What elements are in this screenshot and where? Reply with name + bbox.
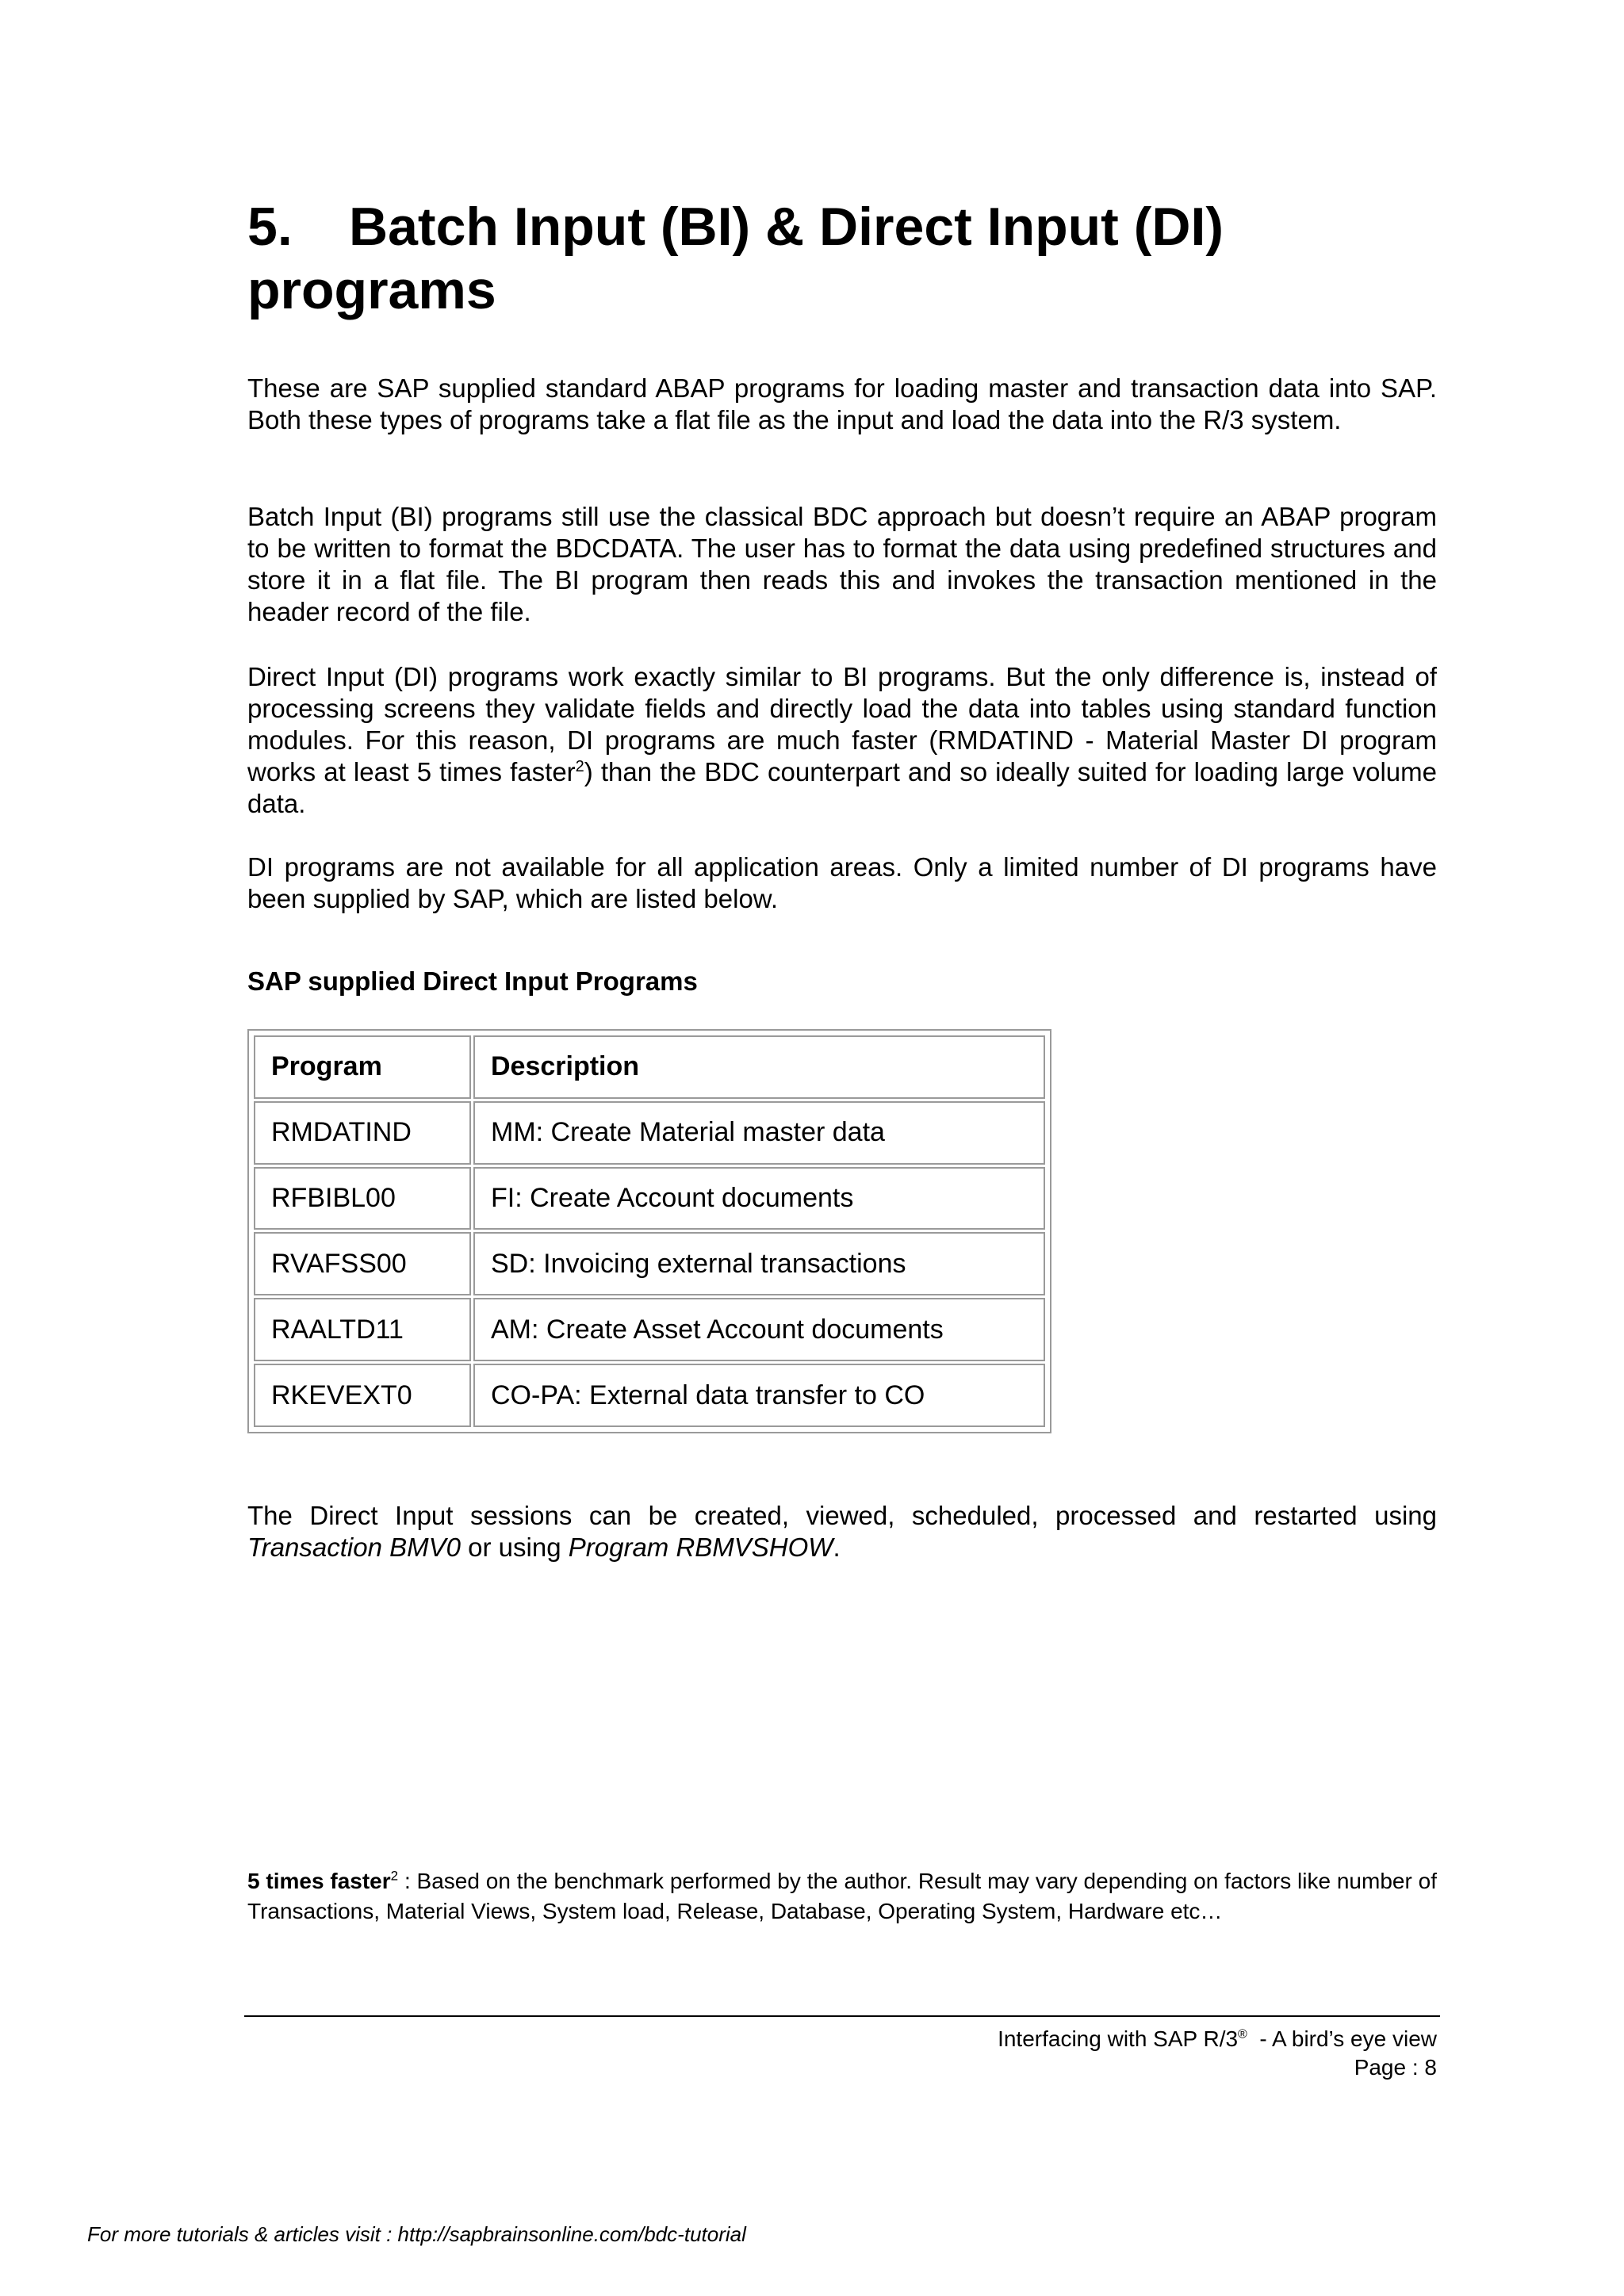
program-cell: RAALTD11 — [254, 1298, 471, 1361]
program-cell: RVAFSS00 — [254, 1232, 471, 1295]
sessions-text-1: The Direct Input sessions can be created, viewed, scheduled, processed and restarted using — [247, 1501, 1437, 1530]
batch-input-paragraph: Batch Input (BI) programs still use the classical BDC approach but doesn’t require an ABAP program to be written to format the BDCDATA. The user has to format the data using predefined structures and store it in a flat file. The BI program then reads this and invokes the transaction mentioned in the header record of the file. — [247, 502, 1437, 626]
footnote-label: 5 times faster — [247, 1869, 391, 1893]
table-title: SAP supplied Direct Input Programs — [247, 966, 698, 996]
direct-input-text-start: Direct Input (DI) programs work exactly similar to BI programs. But the only difference is, instead of processing screens they validate fields and directly load the data into tables using standard function modules. For this reason, DI programs are much faster (RMDATIND - Material Master DI program works at least 5 times faster — [247, 662, 1437, 786]
footer-subtitle: - A bird’s eye view — [1247, 2026, 1437, 2051]
section-heading — [247, 195, 1437, 322]
availability-paragraph: DI programs are not available for all application areas. Only a limited number of DI programs have been supplied by SAP, which are listed below. — [247, 852, 1437, 913]
section-title-line1: Batch Input (BI) & Direct Input (DI) — [349, 197, 1224, 257]
footnote-text: : Based on the benchmark performed by the author. Result may vary depending on factors like number of Transactions, Material Views, System load, Release, Database, Operating System, Hardware etc… — [247, 1869, 1437, 1923]
footnote — [247, 1866, 1437, 1927]
description-cell: MM: Create Material master data — [473, 1101, 1045, 1165]
section-number: 5. — [247, 197, 293, 257]
sessions-paragraph — [247, 1500, 1437, 1563]
program-name: Program RBMVSHOW — [568, 1533, 833, 1562]
page-number: Page : 8 — [1354, 2055, 1437, 2080]
description-cell: SD: Invoicing external transactions — [473, 1232, 1045, 1295]
footnote-reference: 2 — [575, 758, 584, 775]
sessions-text-2: or using — [461, 1533, 569, 1562]
table-row — [254, 1364, 1045, 1427]
table-row — [254, 1232, 1045, 1295]
footnote-number: 2 — [390, 1868, 399, 1884]
sessions-text-3: . — [833, 1533, 841, 1562]
tutorial-link-note: For more tutorials & articles visit : http://sapbrainsonline.com/bdc-tutorial — [87, 2222, 746, 2246]
program-cell: RFBIBL00 — [254, 1167, 471, 1230]
program-cell: RKEVEXT0 — [254, 1364, 471, 1427]
direct-input-paragraph — [247, 661, 1437, 820]
registered-mark: ® — [1238, 2027, 1247, 2042]
footer-divider — [244, 2015, 1440, 2017]
description-cell: CO-PA: External data transfer to CO — [473, 1364, 1045, 1427]
program-cell: RMDATIND — [254, 1101, 471, 1165]
description-cell: FI: Create Account documents — [473, 1167, 1045, 1230]
direct-input-text-end: ) than the BDC counterpart and so ideally suited for loading large volume data. — [247, 757, 1437, 818]
description-cell: AM: Create Asset Account documents — [473, 1298, 1045, 1361]
section-title-line2: programs — [247, 260, 496, 320]
page-footer — [793, 2025, 1437, 2082]
transaction-name: Transaction BMV0 — [247, 1533, 461, 1562]
table-row — [254, 1298, 1045, 1361]
intro-paragraph: These are SAP supplied standard ABAP programs for loading master and transaction data into SAP. Both these types of programs take a flat file as the input and load the data into the R/3 system. — [247, 373, 1437, 434]
column-header-description: Description — [473, 1035, 1045, 1099]
column-header-program: Program — [254, 1035, 471, 1099]
table-row — [254, 1101, 1045, 1165]
table-header-row — [254, 1035, 1045, 1099]
table-row — [254, 1167, 1045, 1230]
footer-title: Interfacing with SAP R/3 — [998, 2026, 1239, 2051]
footer-title-line — [793, 2025, 1437, 2053]
di-programs-table — [247, 1029, 1051, 1433]
